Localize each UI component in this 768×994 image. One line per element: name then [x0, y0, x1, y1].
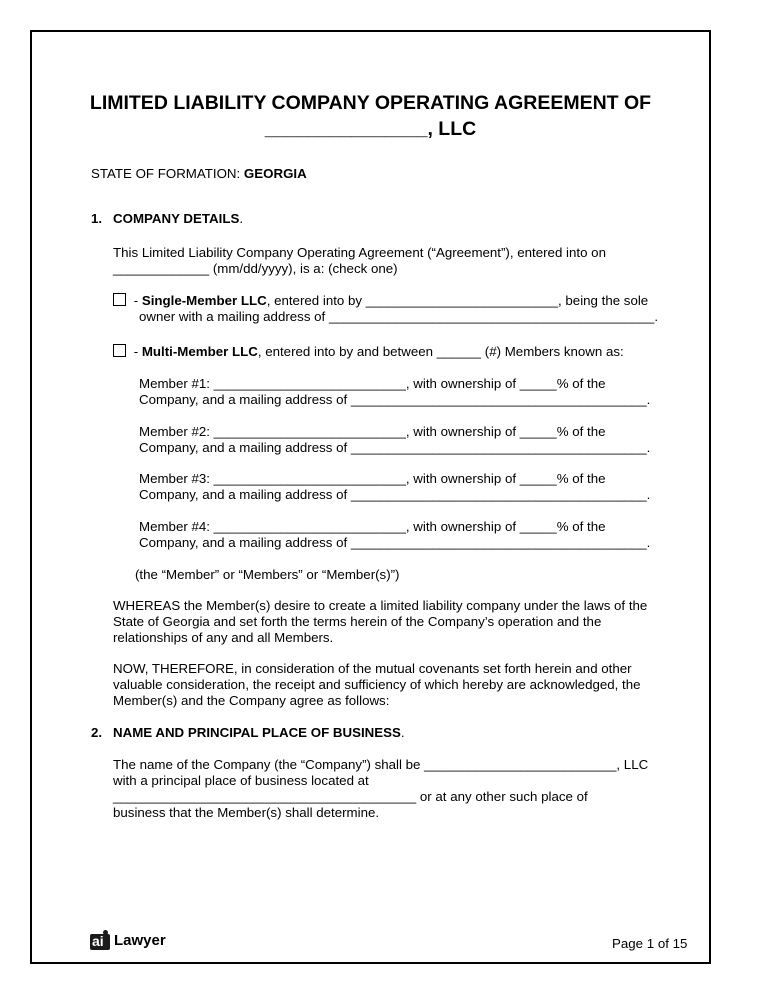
member3-line2: Company, and a mailing address of ________________________________________.: [139, 487, 651, 502]
whereas-line2: State of Georgia and set forth the terms herein of the Company’s operation and the: [113, 614, 602, 629]
single-member-checkbox[interactable]: [113, 293, 126, 306]
document-title-line1: LIMITED LIABILITY COMPANY OPERATING AGREEMENT OF: [89, 92, 652, 114]
multi-member-option: - Multi-Member LLC, entered into by and between ______ (#) Members known as:: [113, 344, 624, 360]
company-name-line: The name of the Company (the “Company”) shall be __________________________, LLC: [113, 757, 649, 772]
member4-line1: Member #4: __________________________, with ownership of _____% of the: [139, 519, 606, 534]
member4-line2: Company, and a mailing address of ________________________________________.: [139, 535, 651, 550]
intro-line2: _____________ (mm/dd/yyyy), is a: (check one): [113, 261, 398, 276]
state-label: STATE OF FORMATION:: [91, 166, 244, 181]
single-member-address-line: owner with a mailing address of ____________________________________________.: [139, 309, 659, 324]
state-value: GEORGIA: [243, 166, 307, 181]
ai-logo-icon: ai: [90, 930, 112, 950]
section1-heading: COMPANY DETAILS.: [113, 211, 244, 226]
section2-heading: NAME AND PRINCIPAL PLACE OF BUSINESS.: [113, 725, 405, 740]
business-determine-line: business that the Member(s) shall determine.: [113, 805, 380, 820]
whereas-line1: WHEREAS the Member(s) desire to create a limited liability company under the laws of the: [113, 598, 648, 613]
intro-line1: This Limited Liability Company Operating Agreement (“Agreement”), entered into on: [113, 245, 606, 260]
ailawyer-logo: [90, 930, 166, 950]
multi-member-checkbox[interactable]: [113, 344, 126, 357]
section1-heading-text: COMPANY DETAILS: [113, 211, 240, 226]
single-member-option: - Single-Member LLC, entered into by __________________________, being the sole: [113, 293, 648, 309]
state-of-formation: [91, 166, 307, 182]
member2-line2: Company, and a mailing address of ________________________________________.: [139, 440, 651, 455]
now-therefore-line1: NOW, THEREFORE, in consideration of the mutual covenants set forth herein and other: [113, 661, 632, 676]
now-therefore-line2: valuable consideration, the receipt and sufficiency of which hereby are acknowledged, the: [113, 677, 641, 692]
multi-member-label: Multi-Member LLC: [141, 344, 258, 359]
document-title-line2: _______________, LLC: [264, 118, 477, 140]
logo-text: Lawyer: [114, 931, 166, 949]
principal-place-line: with a principal place of business located at: [113, 773, 369, 788]
whereas-line3: relationships of any and all Members.: [113, 630, 334, 645]
single-member-label: Single-Member LLC: [141, 293, 267, 308]
now-therefore-line3: Member(s) and the Company agree as follows:: [113, 693, 390, 708]
member2-line1: Member #2: __________________________, with ownership of _____% of the: [139, 424, 606, 439]
member1-line1: Member #1: __________________________, with ownership of _____% of the: [139, 376, 606, 391]
page-number: Page 1 of 15: [612, 936, 688, 951]
member3-line1: Member #3: __________________________, with ownership of _____% of the: [139, 471, 606, 486]
section2-heading-text: NAME AND PRINCIPAL PLACE OF BUSINESS: [113, 725, 401, 740]
section2-number: 2.: [91, 725, 103, 740]
member-definition: (the “Member” or “Members” or “Member(s)”): [135, 567, 400, 582]
member1-line2: Company, and a mailing address of ________________________________________.: [139, 392, 651, 407]
section1-number: 1.: [91, 211, 103, 226]
address-blank-line: _________________________________________ or at any other such place of: [113, 789, 588, 804]
